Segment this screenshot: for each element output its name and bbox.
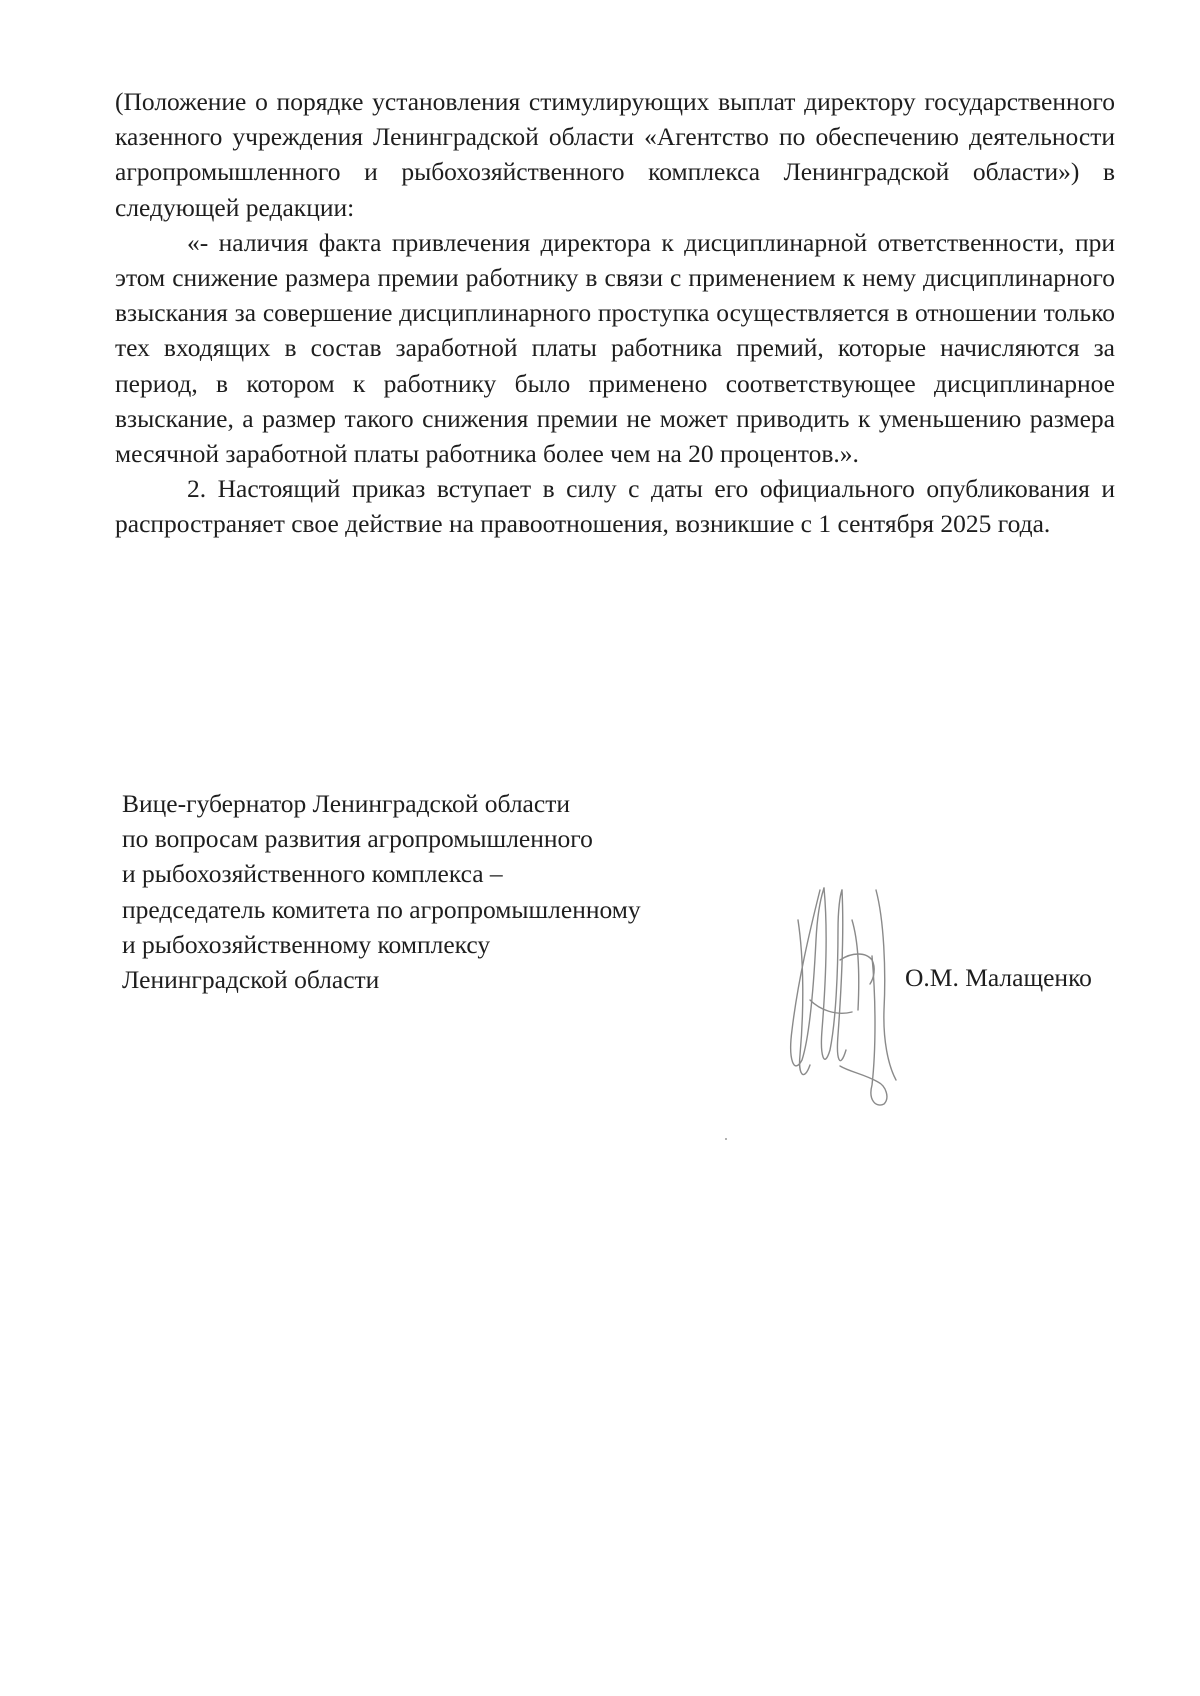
signature-stroke (810, 1000, 852, 1013)
signatory-position-line: и рыбохозяйственному комплексу (122, 929, 491, 959)
signature-stroke (876, 890, 896, 1080)
handwritten-signature (780, 860, 920, 1110)
signature-stroke (821, 888, 842, 1059)
signatory-position (122, 786, 762, 997)
signer-name: О.М. Малащенко (905, 963, 1092, 992)
paragraph-regulation-title: (Положение о порядке установления стимулирующих выплат директору государственного казенного учреждения Ленинградской области «Агентство по обеспечению деятельности агропромышленного и рыбохозяйственного комплекса Ленинградской области») в следующей редакции: (115, 87, 1115, 222)
signature-stroke (840, 954, 874, 984)
scan-speck (725, 1138, 727, 1140)
paragraph-disciplinary-clause: «- наличия факта привлечения директора к дисциплинарной ответственности, при этом снижение размера премии работнику в связи с применением к нему дисциплинарного взыскания за совершение дисциплинарного проступка осуществляется в отношении только тех входящих в состав заработной платы работника премий, которые начисляются за период, в котором к работнику было применено соответствующее дисциплинарное взыскание, а размер такого снижения премии не может приводить к уменьшению размера месячной заработной платы работника более чем на 20 процентов.». (115, 227, 1115, 469)
signature-stroke (791, 888, 824, 1066)
document-body (115, 84, 1115, 542)
signatory-position-line: Вице-губернатор Ленинградской области (122, 789, 570, 818)
signatory-position-line: по вопросам развития агропромышленного (122, 824, 593, 854)
signatory-position-line: председатель комитета по агропромышленному (122, 894, 641, 924)
paragraph-effective-date: 2. Настоящий приказ вступает в силу с даты его официального опубликования и распространяет свое действие на правоотношения, возникшие с 1 сентября 2025 года. (115, 474, 1115, 539)
signatory-position-line: и рыбохозяйственного комплекса – (122, 859, 503, 889)
signature-stroke (840, 956, 887, 1105)
signature-stroke (852, 920, 859, 1010)
signatory-position-line: Ленинградской области (122, 965, 380, 995)
